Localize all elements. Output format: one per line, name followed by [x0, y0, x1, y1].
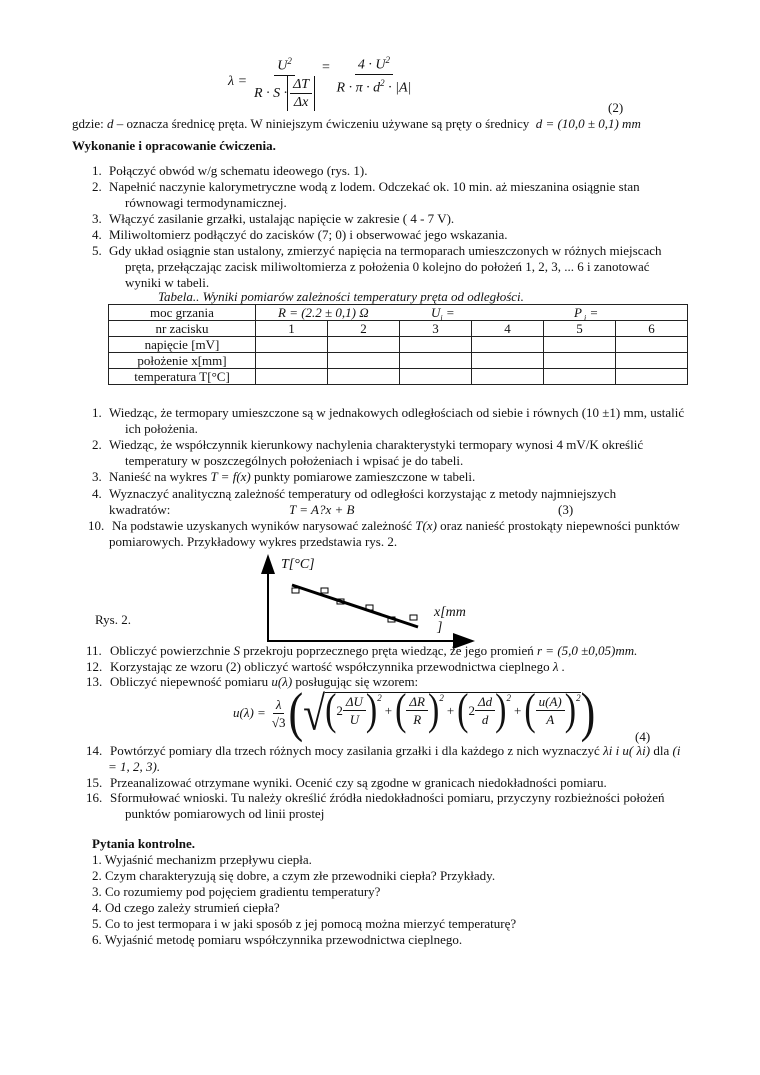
section-heading: Pytania kontrolne. [92, 836, 196, 851]
equation-number: (4) [635, 729, 651, 744]
row-header: nr zacisku [109, 321, 256, 337]
sqrt-body: ( 2 $\frac{\Delta U}{U}$ ) $^2$ + ( $\frac{\Delta R}{R}$ ) $^2$ + ( 2 $\frac{\Delta d}{d}$ ) $^2$ + ( $\frac{u(A)}{A}$ ) $^2$ [325, 685, 581, 734]
x-axis-label: x[mm [434, 605, 466, 620]
text: – oznacza średnicę pręta. W niniejszym ćwiczeniu używane są pręty o średnicy [116, 116, 530, 131]
column-header: 2 [328, 321, 400, 337]
list-number: 11. [86, 643, 102, 658]
table-row [109, 337, 688, 353]
list-number: 12. [86, 659, 103, 674]
text: u(λ) [271, 674, 293, 689]
fraction [334, 52, 415, 96]
table-cell [544, 369, 616, 385]
list-item [110, 743, 680, 758]
list-item: Wiedząc, że współczynnik kierunkowy nachylenia charakterystyki termopary wynosi 4 mV/K określić [109, 437, 644, 452]
list-item: punktów pomiarowych od linii prostej [125, 806, 325, 821]
text: P [574, 305, 582, 320]
list-item: Sformułować wnioski. Tu należy określić źródła niedokładności pomiaru, przyczyny rozbieżności położeń [110, 790, 665, 805]
y-axis-arrow-icon [261, 554, 275, 574]
list-item [110, 643, 637, 658]
x-axis-label: ] [437, 620, 443, 635]
data-point [321, 588, 328, 593]
text: punkty pomiarowe zamieszczone w tabeli. [250, 469, 476, 484]
list-item: Miliwoltomierz podłączyć do zacisków (7; 0) i obserwować jego wskazania. [109, 227, 508, 242]
text: Nanieść na wykres [109, 469, 211, 484]
list-number: 3. [92, 469, 102, 484]
data-point [410, 615, 417, 620]
formula-text: A [546, 712, 555, 727]
table-cell [472, 353, 544, 369]
formula-text: u(A) [536, 693, 565, 711]
y-axis-label: T[°C] [281, 557, 315, 572]
table-row [109, 321, 688, 337]
question-item: 3. Co rozumiemy pod pojęciem gradientu temperatury? [92, 884, 381, 899]
list-item: pręta, przełączając zacisk miliwoltomierza z położenia 0 kolejno do położeń 1, 2, 3, ... 6 i zanotować [125, 259, 650, 274]
text: r = (5,0 ±0,05)mm. [537, 643, 638, 658]
list-number: 4. [92, 486, 102, 501]
column-header: 6 [616, 321, 688, 337]
list-item: ich położenia. [125, 421, 198, 436]
formula-text: 2 [385, 55, 391, 65]
text: Obliczyć powierzchnie [110, 643, 234, 658]
list-number: 2. [92, 179, 102, 194]
table-cell [472, 337, 544, 353]
formula-text: 2 [336, 702, 343, 718]
list-item [110, 659, 565, 674]
power-label [574, 305, 598, 326]
text: T(x) [415, 518, 437, 533]
formula-text: λ = [228, 74, 248, 89]
text: oraz nanieść prostokąty niepewności punktów [436, 518, 680, 533]
table-cell [616, 337, 688, 353]
formula-text: 2 [287, 56, 292, 67]
list-item: Wiedząc, że termopary umieszczone są w jednakowych odległościach od siebie i równych (10 ±1) mm, ustalić [109, 405, 685, 420]
voltage-label [431, 305, 455, 326]
text: Korzystając ze wzoru (2) obliczyć wartość współczynnika przewodnictwa cieplnego [110, 659, 553, 674]
fit-line [292, 585, 418, 627]
formula-text: U [349, 712, 360, 727]
table-row [109, 305, 688, 321]
resistance-value: R = (2.2 ± 0,1) Ω [278, 305, 369, 320]
text: d [107, 116, 114, 131]
question-item: 5. Co to jest termopara i w jaki sposób z jej pomocą można mierzyć temperaturę? [92, 916, 517, 931]
formula-text: ΔT [290, 76, 312, 94]
text: posługując się wzorem: [292, 674, 419, 689]
list-item: Przeanalizować otrzymane wyniki. Ocenić czy są zgodne w granicach niedokładności pomiaru. [110, 775, 607, 790]
text: (i [672, 743, 681, 758]
text: przekroju poprzecznego pręta wiedząc, że jego promień [239, 643, 537, 658]
table-cell [328, 353, 400, 369]
heating-power-cell [256, 305, 688, 321]
text: U [431, 305, 441, 320]
sqrt-sign: √ [303, 686, 326, 740]
row-header: moc grzania [109, 305, 256, 321]
column-header: 3 [400, 321, 472, 337]
text: = [442, 305, 455, 320]
equation-number: (2) [608, 100, 624, 115]
formula-text: + [384, 702, 393, 718]
text: λi i u( λi) [603, 743, 651, 758]
list-number: 13. [86, 674, 103, 689]
row-header: położenie x[mm] [109, 353, 256, 369]
list-item: Połączyć obwód w/g schematu ideowego (rys. 1). [109, 163, 368, 178]
list-number: 1. [92, 405, 102, 420]
text: Na podstawie uzyskanych wyników narysować zależność [112, 518, 416, 533]
formula-text: = [321, 60, 331, 75]
list-item: Włączyć zasilanie grzałki, ustalając napięcie w zakresie ( 4 - 7 V). [109, 211, 455, 226]
table-cell [256, 369, 328, 385]
list-number: 5. [92, 243, 102, 258]
results-table [108, 304, 688, 385]
list-number: 3. [92, 211, 102, 226]
formula-2 [228, 52, 414, 112]
question-item: 4. Od czego zależy strumień ciepła? [92, 900, 280, 915]
formula-text: 2 [468, 702, 475, 718]
section-heading: Wykonanie i opracowanie ćwiczenia. [72, 138, 276, 153]
table-caption: Tabela.. Wyniki pomiarów zależności temperatury pręta od odległości. [158, 289, 524, 304]
list-number: 15. [86, 775, 103, 790]
list-item: = 1, 2, 3). [108, 759, 161, 774]
table-cell [328, 337, 400, 353]
list-item: równowagi termodynamicznej. [125, 195, 287, 210]
column-header: 1 [256, 321, 328, 337]
table-cell [616, 353, 688, 369]
list-number: 2. [92, 437, 102, 452]
list-item: Napełnić naczynie kalorymetryczne wodą z lodem. Odczekać ok. 10 min. aż mieszanina osiągnie stan [109, 179, 640, 194]
data-point [292, 588, 299, 593]
formula-text: + [446, 702, 455, 718]
list-item: kwadratów: [109, 502, 171, 517]
text: Powtórzyć pomiary dla trzech różnych mocy zasilania grzałki i dla każdego z nich wyznaczyć [110, 743, 604, 758]
intro-line [72, 116, 641, 131]
table-cell [400, 369, 472, 385]
table-cell [328, 369, 400, 385]
list-item [109, 469, 475, 484]
formula-text: 4 · U [357, 57, 386, 73]
text: T = f(x) [210, 469, 251, 484]
formula-text: · |A| [388, 80, 412, 96]
formula-text: 2 [506, 693, 511, 703]
figure-caption: Rys. 2. [95, 612, 131, 627]
formula-text: 2 [576, 693, 581, 703]
column-header: 5 [544, 321, 616, 337]
table-cell [400, 337, 472, 353]
formula-text: R · S · [254, 85, 288, 101]
list-number: 10. [88, 518, 105, 533]
row-header: napięcie [mV] [109, 337, 256, 353]
formula-text: √3 [271, 714, 286, 730]
formula-text: Δd [475, 693, 495, 711]
row-header: temperatura T[°C] [109, 369, 256, 385]
text: S [233, 643, 240, 658]
table-row [109, 353, 688, 369]
list-number: 4. [92, 227, 102, 242]
formula-text: U [277, 58, 288, 74]
table-cell [256, 353, 328, 369]
question-item: 2. Czym charakteryzują się dobre, a czym złe przewodniki ciepła? Przykłady. [92, 868, 496, 883]
text: λ . [552, 659, 566, 674]
formula-text: 2 [439, 693, 444, 703]
formula-text: ΔR [406, 693, 428, 711]
table-cell [544, 353, 616, 369]
text: Obliczyć niepewność pomiaru [110, 674, 272, 689]
equation-number: (3) [558, 502, 574, 517]
formula-text: u(λ) = [233, 705, 266, 720]
list-item [112, 518, 680, 533]
list-number: 1. [92, 163, 102, 178]
list-number: 14. [86, 743, 103, 758]
table-row [109, 369, 688, 385]
table-cell [472, 369, 544, 385]
question-item: 1. Wyjaśnić mechanizm przepływu ciepła. [92, 852, 312, 867]
formula-text: λ [273, 696, 285, 714]
text: gdzie: [72, 116, 104, 131]
table-cell [616, 369, 688, 385]
text: dla [650, 743, 673, 758]
formula-text: ΔU [343, 693, 366, 711]
list-item: wyniki w tabeli. [125, 275, 210, 290]
fraction [251, 53, 318, 111]
table-cell [400, 353, 472, 369]
formula-text: d [481, 712, 489, 727]
text: i [581, 313, 587, 323]
list-item: pomiarowych. Przykładowy wykres przedstawia rys. 2. [109, 534, 398, 549]
table-cell [544, 337, 616, 353]
question-item: 6. Wyjaśnić metodę pomiaru współczynnika przewodnictwa cieplnego. [92, 932, 463, 947]
formula-text: + [513, 702, 522, 718]
column-header: 4 [472, 321, 544, 337]
paren: ) [580, 681, 596, 743]
list-item: Wyznaczyć analityczną zależność temperatury od odległości korzystając z metody najmniejszych [109, 486, 617, 501]
formula-text: 2 [377, 693, 382, 703]
list-item: temperatury w poszczególnych położeniach i wpisać je do tabeli. [125, 453, 464, 468]
formula-text: R [413, 712, 422, 727]
text: = [586, 305, 599, 320]
formula-text: 2 [380, 77, 385, 88]
text: i [440, 313, 443, 323]
paren: ( [288, 681, 304, 743]
formula-text: Δx [293, 94, 309, 110]
table-cell [256, 337, 328, 353]
equation-3: T = A?x + B [289, 502, 355, 517]
list-number: 16. [86, 790, 103, 805]
text: d = (10,0 ± 0,1) mm [535, 116, 641, 131]
list-item: Gdy układ osiągnie stan ustalony, zmierzyć napięcia na termoparach umieszczonych w różnych miejscach [109, 243, 662, 258]
formula-text: R · π · d [336, 80, 381, 96]
